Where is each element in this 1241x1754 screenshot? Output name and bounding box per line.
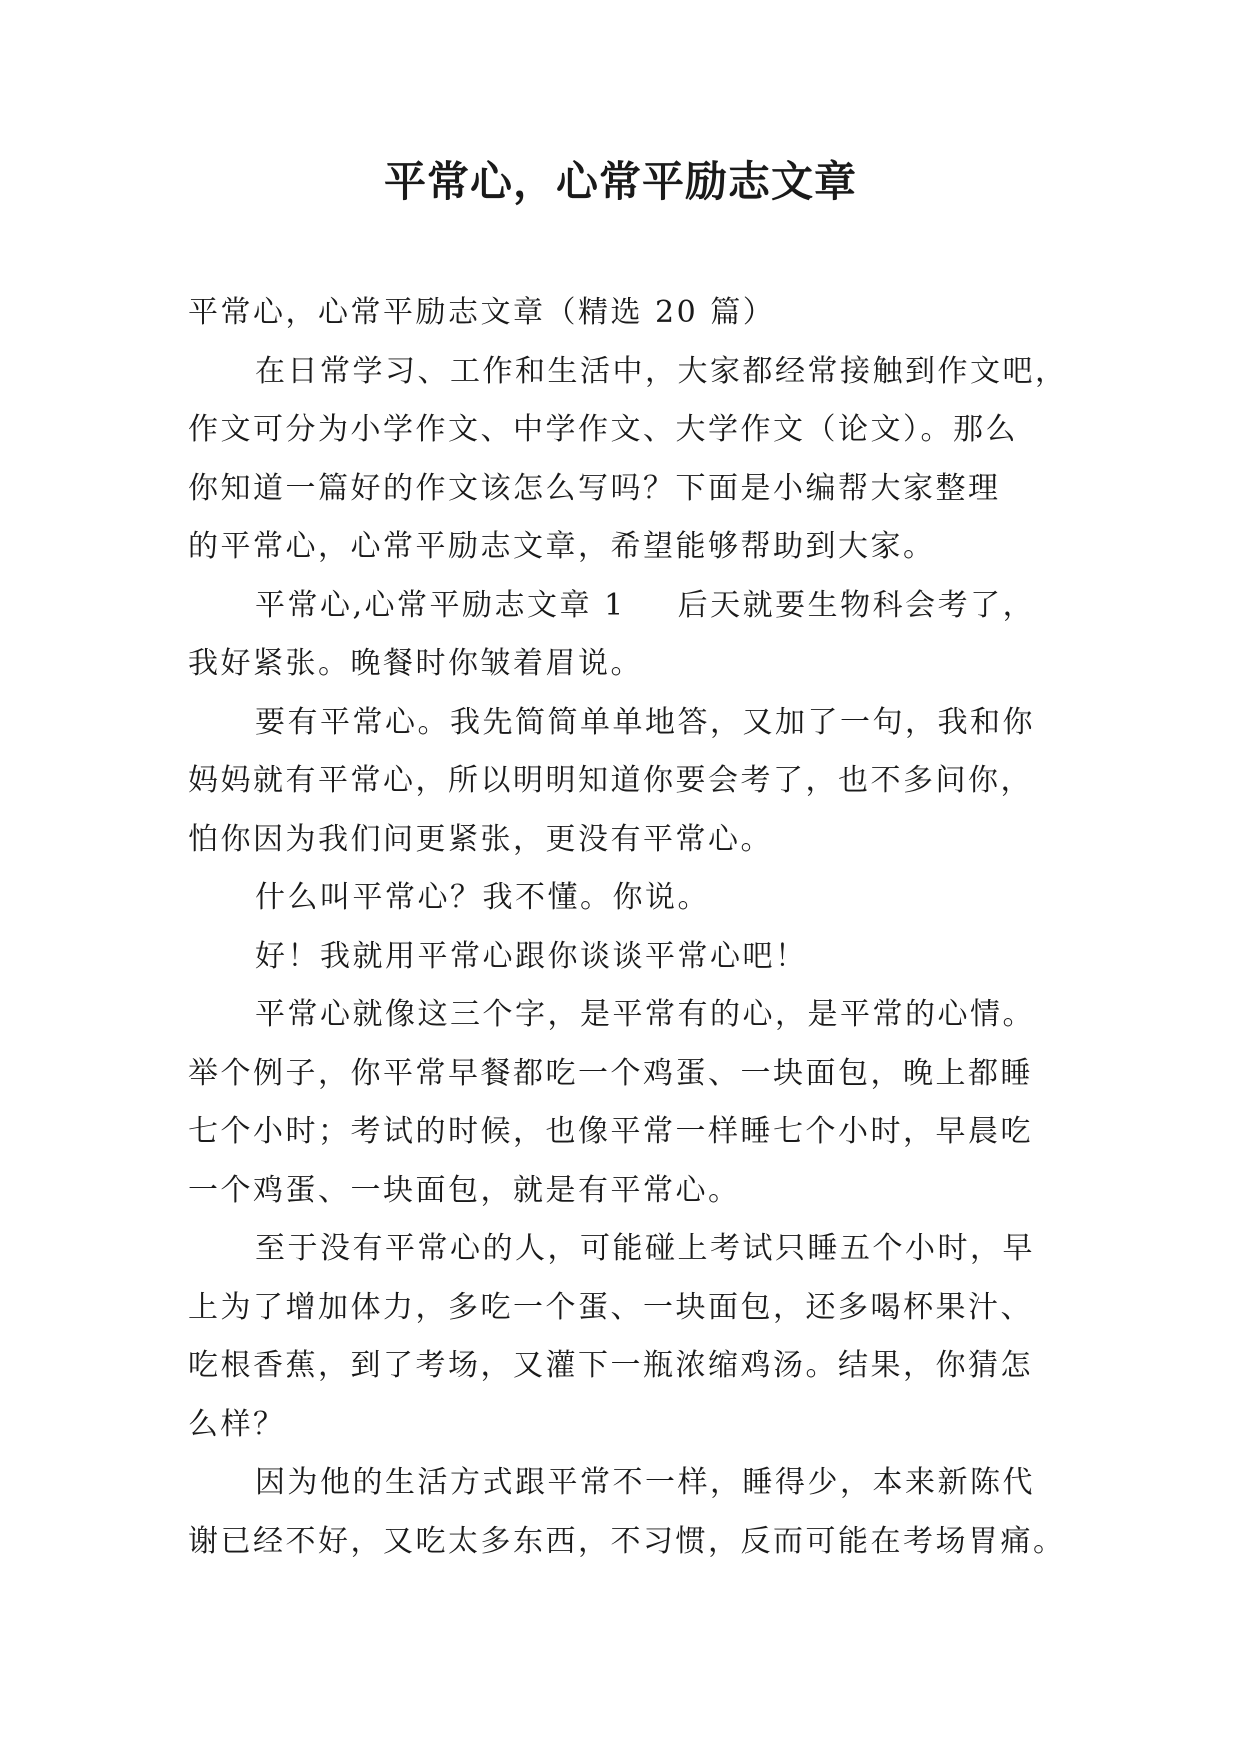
paragraph-line: 至于没有平常心的人，可能碰上考试只睡五个小时，早 [255, 1231, 1035, 1266]
paragraph-line: 妈妈就有平常心，所以明明知道你要会考了，也不多问你， [188, 763, 1033, 798]
paragraph-line: 好！我就用平常心跟你谈谈平常心吧！ [255, 938, 808, 974]
paragraph-line: 谢已经不好，又吃太多东西，不习惯，反而可能在考场胃痛。 [188, 1523, 1066, 1559]
paragraph-line: 因为他的生活方式跟平常不一样，睡得少，本来新陈代 [255, 1465, 1035, 1500]
paragraph-line: 怕你因为我们问更紧张，更没有平常心。 [188, 821, 773, 857]
paragraph-line: 七个小时；考试的时候，也像平常一样睡七个小时，早晨吃 [188, 1114, 1033, 1149]
paragraph-line: 什么叫平常心？我不懂。你说。 [255, 880, 710, 915]
paragraph-line: 么样？ [188, 1406, 286, 1442]
section-heading-line [188, 577, 1068, 636]
paragraph-line: 在日常学习、工作和生活中，大家都经常接触到作文吧， [255, 353, 1068, 389]
section-heading: 平常心,心常平励志文章 1 [255, 587, 626, 623]
article-body [188, 284, 1068, 1571]
paragraph-line: 一个鸡蛋、一块面包，就是有平常心。 [188, 1172, 741, 1208]
paragraph-line: 举个例子，你平常早餐都吃一个鸡蛋、一块面包，晚上都睡 [188, 1055, 1033, 1091]
paragraph-line: 我好紧张。晚餐时你皱着眉说。 [188, 646, 643, 681]
page-title: 平常心，心常平励志文章 [383, 157, 857, 206]
paragraph-line: 要有平常心。我先简简单单地答，又加了一句，我和你 [255, 704, 1035, 740]
subtitle-line: 平常心，心常平励志文章（精选 20 篇） [188, 295, 776, 330]
paragraph-line: 吃根香蕉，到了考场，又灌下一瓶浓缩鸡汤。结果，你猜怎 [188, 1348, 1033, 1383]
paragraph-line: 你知道一篇好的作文该怎么写吗？下面是小编帮大家整理 [188, 470, 1001, 506]
paragraph-line: 平常心就像这三个字，是平常有的心，是平常的心情。 [255, 997, 1035, 1032]
paragraph-line: 作文可分为小学作文、中学作文、大学作文（论文）。那么 [188, 412, 1018, 447]
paragraph-line: 上为了增加体力，多吃一个蛋、一块面包，还多喝杯果汁、 [188, 1289, 1033, 1325]
paragraph-line: 的平常心，心常平励志文章，希望能够帮助到大家。 [188, 529, 936, 564]
paragraph-text: 后天就要生物科会考了， [677, 587, 1036, 623]
